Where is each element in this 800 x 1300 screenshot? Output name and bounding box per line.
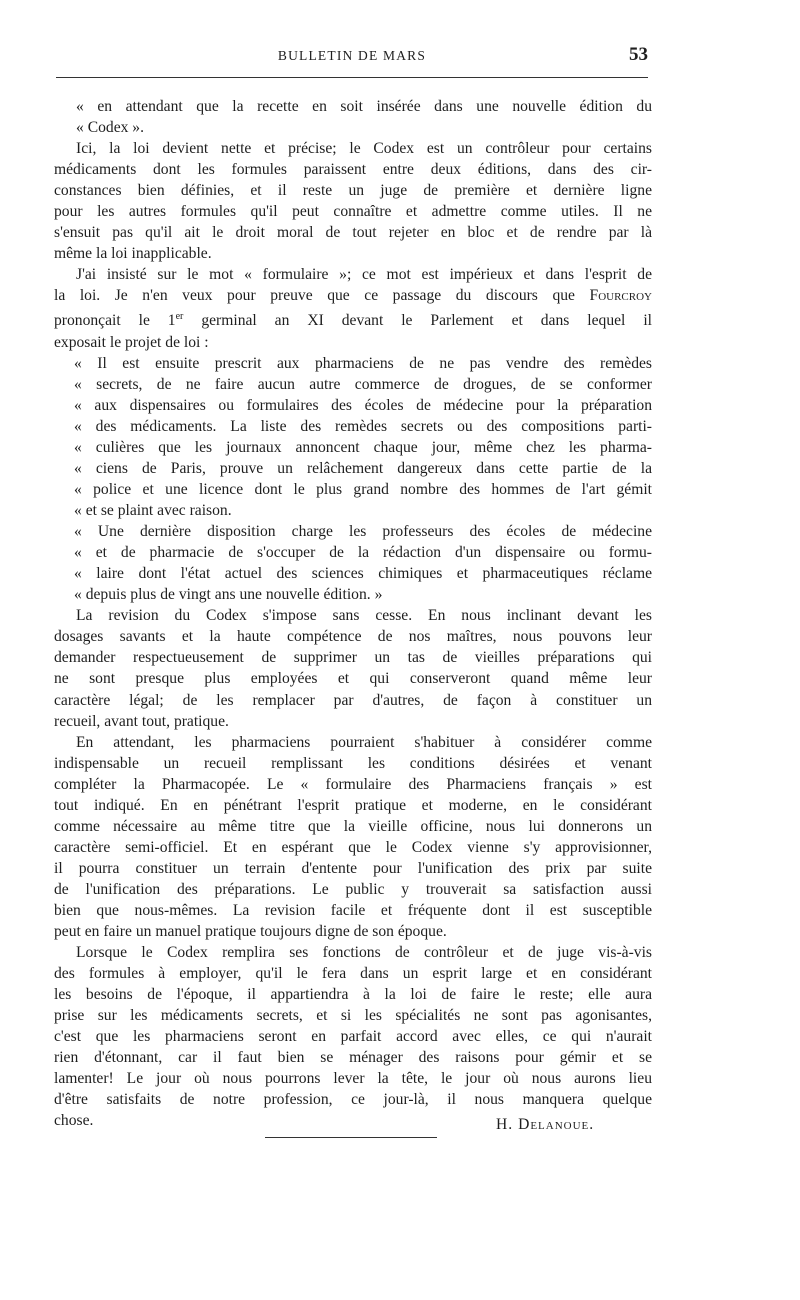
footer-rule: [265, 1137, 437, 1138]
text-line: prise sur les médicaments secrets, et si les spécialités ne sont pas agonisantes,: [54, 1007, 652, 1025]
text-line: « police et une licence dont le plus grand nombre des hommes de l'art gémit: [74, 481, 652, 499]
text-line: « laire dont l'état actuel des sciences chimiques et pharmaceutiques réclame: [74, 565, 652, 583]
text-line: « des médicaments. La liste des remèdes secrets ou des compositions parti-: [74, 417, 652, 435]
text-line: il pourra constituer un terrain d'entente pour l'unification des prix par suite: [54, 859, 652, 877]
text-line: ne sont presque plus employées et qui conserveront quand même leur: [54, 670, 652, 688]
text-line: bien que nous-mêmes. La revision facile et fréquente dont il est susceptible: [54, 901, 652, 919]
text-line: dosages savants et la haute compétence de nos maîtres, nous pouvons leur: [54, 628, 652, 646]
text-line: demander respectueusement de supprimer un tas de vieilles préparations qui: [54, 649, 652, 667]
text-line: « et se plaint avec raison.: [74, 502, 232, 520]
page-number: 53: [629, 44, 648, 65]
text-line: « Une dernière disposition charge les professeurs des écoles de médecine: [74, 523, 652, 541]
text-line: comme nécessaire au même titre que la vieille officine, nous lui donnerons un: [54, 817, 652, 835]
text-line: « ciens de Paris, prouve un relâchement dangereux dans cette partie de la: [74, 459, 652, 477]
text-line: des formules à employer, qu'il le fera dans un esprit large et en considérant: [54, 965, 652, 983]
text-line: « Il est ensuite prescrit aux pharmaciens de ne pas vendre des remèdes: [74, 354, 652, 372]
article-body: [54, 96, 652, 1131]
text-line: La revision du Codex s'impose sans cesse. En nous inclinant devant les: [76, 607, 652, 625]
text-line: « secrets, de ne faire aucun autre commerce de drogues, de se conformer: [74, 375, 652, 393]
text-line: En attendant, les pharmaciens pourraient s'habituer à considérer comme: [76, 733, 652, 751]
text-line: « depuis plus de vingt ans une nouvelle édition. »: [74, 586, 383, 604]
text-line: médicaments dont les formules paraissent entre deux éditions, dans des cir-: [54, 161, 652, 179]
text-line: « et de pharmacie de s'occuper de la rédaction d'un dispensaire ou formu-: [74, 544, 652, 562]
text-line: pour les autres formules qu'il peut connaître et admettre comme utiles. Il ne: [54, 203, 652, 221]
text-line: « culières que les journaux annoncent chaque jour, même chez les pharma-: [74, 438, 652, 456]
text-line: peut en faire un manuel pratique toujours digne de son époque.: [54, 923, 447, 941]
text-line: les besoins de l'époque, il appartiendra à la loi de faire le reste; elle aura: [54, 986, 652, 1004]
text-line: J'ai insisté sur le mot « formulaire »; ce mot est impérieux et dans l'esprit de: [76, 266, 652, 284]
text-line: la loi. Je n'en veux pour preuve que ce passage du discours que Fourcroy: [54, 287, 652, 305]
text-line: compléter la Pharmacopée. Le « formulaire des Pharmaciens français » est: [54, 775, 652, 793]
text-line: Ici, la loi devient nette et précise; le Codex est un contrôleur pour certains: [76, 140, 652, 158]
text-line: « Codex ».: [76, 119, 145, 137]
text-line: d'être satisfaits de notre profession, ce jour-là, il nous manquera quelque: [54, 1091, 652, 1109]
text-line: Lorsque le Codex remplira ses fonctions de contrôleur et de juge vis-à-vis: [76, 944, 652, 962]
text-line: caractère légal; de les remplacer par d'autres, de façon à constituer un: [54, 691, 652, 709]
text-line: caractère semi-officiel. Et en espérant que le Codex vienne s'y approvisionner,: [54, 838, 652, 856]
running-title: BULLETIN DE MARS: [277, 48, 427, 63]
text-line: constances bien définies, et il reste un juge de première et dernière ligne: [54, 182, 652, 200]
text-line: indispensable un recueil remplissant les conditions désirées et venant: [54, 754, 652, 772]
text-line: exposait le projet de loi :: [54, 333, 209, 351]
text-line: de l'unification des préparations. Le public y trouverait sa satisfaction aussi: [54, 880, 652, 898]
text-line: chose.: [54, 1112, 94, 1130]
header-rule: [56, 77, 648, 78]
text-line: recueil, avant tout, pratique.: [54, 712, 229, 730]
author-signature: H. Delanoue.: [496, 1116, 595, 1133]
text-line: même la loi inapplicable.: [54, 245, 212, 263]
text-line: « en attendant que la recette en soit insérée dans une nouvelle édition du: [76, 98, 652, 115]
text-line: c'est que les pharmaciens seront en parfait accord avec elles, ce qui n'aurait: [54, 1028, 652, 1046]
text-line: s'ensuit pas qu'il ait le droit moral de tout rejeter en bloc et de rendre par là: [54, 224, 652, 242]
text-line: rien d'étonnant, car il faut bien se ménager des raisons pour gémir et se: [54, 1049, 652, 1067]
text-line: tout indiqué. En en pénétrant l'esprit pratique et moderne, en le considérant: [54, 796, 652, 814]
text-line: prononçait le 1er germinal an XI devant le Parlement et dans lequel il: [54, 311, 652, 330]
page-header: [56, 44, 648, 74]
text-line: lamenter! Le jour où nous pourrons lever la tête, le jour où nous aurons lieu: [54, 1070, 652, 1088]
text-line: « aux dispensaires ou formulaires des écoles de médecine pour la préparation: [74, 396, 652, 414]
